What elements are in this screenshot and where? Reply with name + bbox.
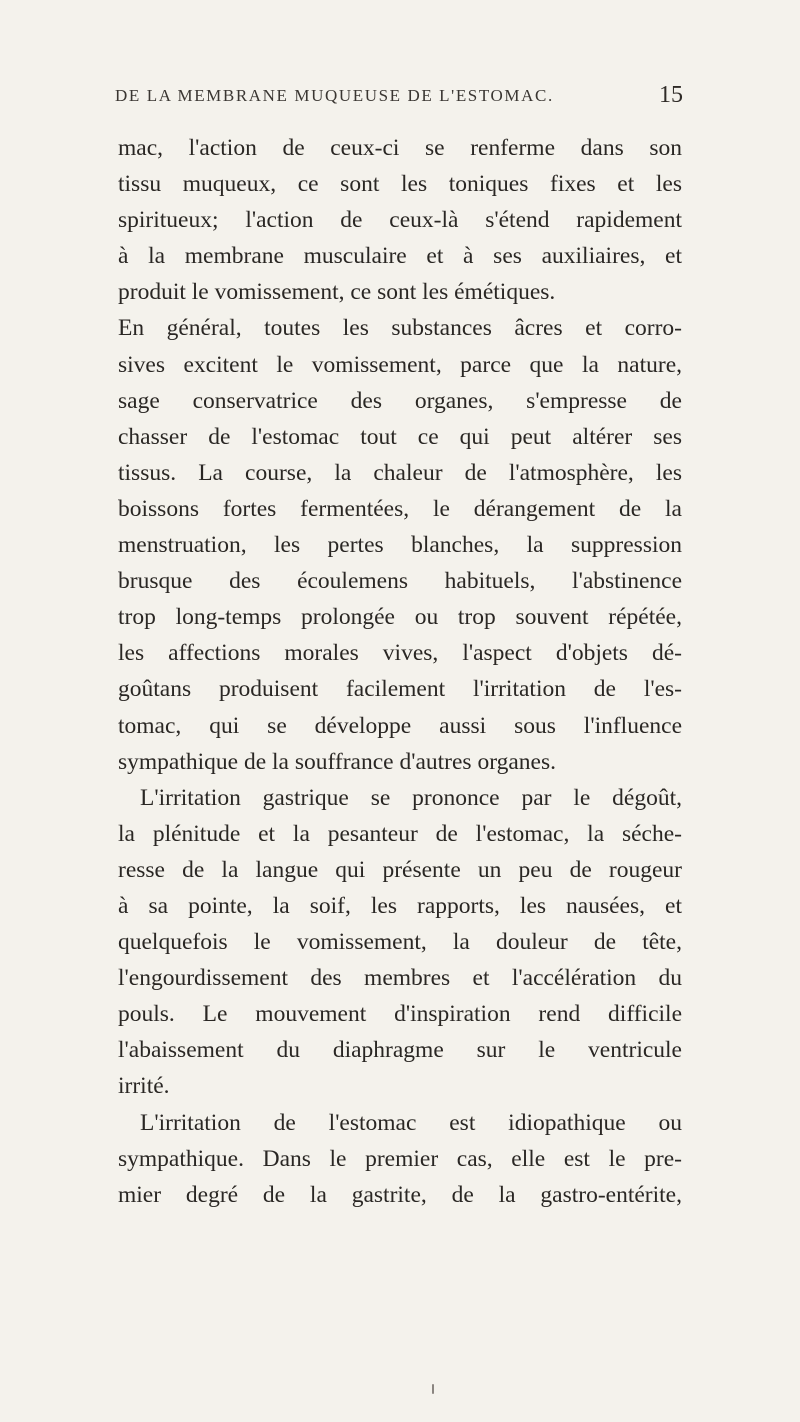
page-number: 15 — [659, 82, 683, 108]
text-line: tissus. La course, la chaleur de l'atmosphère, les — [118, 459, 682, 486]
text-line: boissons fortes fermentées, le dérangement de la — [118, 495, 682, 522]
text-line: tissu muqueux, ce sont les toniques fixes et les — [118, 171, 682, 198]
text-line: irrité. — [118, 1073, 170, 1100]
text-line: goûtans produisent facilement l'irritation de l'es- — [118, 676, 682, 703]
text-line: la plénitude et la pesanteur de l'estomac, la séche- — [118, 820, 682, 847]
running-title: DE LA MEMBRANE MUQUEUSE DE L'ESTOMAC. — [115, 86, 554, 105]
text-line: trop long-temps prolongée ou trop souvent répétée, — [118, 604, 682, 631]
text-line: resse de la langue qui présente un peu de rougeur — [118, 856, 682, 883]
text-line: L'irritation de l'estomac est idiopathique ou — [140, 1109, 682, 1136]
text-line: quelquefois le vomissement, la douleur de tête, — [118, 929, 682, 956]
text-line: menstruation, les pertes blanches, la suppression — [118, 532, 682, 559]
text-line: sympathique de la souffrance d'autres organes. — [118, 748, 556, 775]
text-line: mac, l'action de ceux-ci se renferme dans son — [118, 135, 682, 161]
text-line: à sa pointe, la soif, les rapports, les nausées, et — [118, 892, 682, 919]
text-line: l'abaissement du diaphragme sur le ventricule — [118, 1037, 682, 1064]
running-head — [115, 83, 683, 109]
body-text — [118, 130, 682, 1213]
text-line: produit le vomissement, ce sont les émétiques. — [118, 279, 556, 306]
text-line: les affections morales vives, l'aspect d'objets dé- — [118, 640, 682, 667]
text-line: à la membrane musculaire et à ses auxiliaires, et — [118, 243, 682, 270]
text-line: l'engourdissement des membres et l'accélération du — [118, 965, 682, 992]
text-line: L'irritation gastrique se prononce par le dégoût, — [140, 784, 682, 811]
text-line: sives excitent le vomissement, parce que la nature, — [118, 351, 682, 378]
text-line: tomac, qui se développe aussi sous l'influence — [118, 712, 682, 739]
text-line: chasser de l'estomac tout ce qui peut altérer ses — [118, 423, 682, 450]
text-line: mier degré de la gastrite, de la gastro-entérite, — [118, 1181, 682, 1208]
text-line: brusque des écoulemens habituels, l'abstinence — [118, 568, 682, 595]
text-line: pouls. Le mouvement d'inspiration rend difficile — [118, 1001, 682, 1028]
text-line: sage conservatrice des organes, s'empresse de — [118, 387, 682, 414]
text-line: sympathique. Dans le premier cas, elle est le pre- — [118, 1145, 682, 1172]
text-line: En général, toutes les substances âcres et corro- — [118, 315, 682, 342]
print-speck — [432, 1384, 434, 1394]
text-line: spiritueux; l'action de ceux-là s'étend rapidement — [118, 207, 682, 234]
